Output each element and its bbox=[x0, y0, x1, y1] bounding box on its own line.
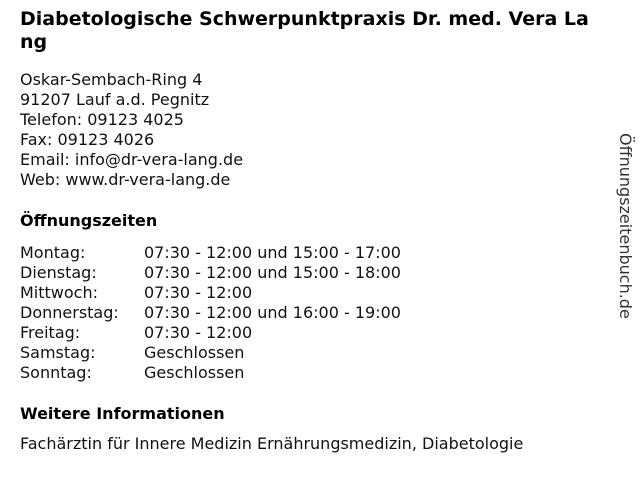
practice-card bbox=[20, 8, 598, 454]
hours-time: Geschlossen bbox=[144, 363, 245, 382]
hours-time: 07:30 - 12:00 bbox=[144, 283, 253, 302]
brand-watermark: Öffnungszeitenbuch.de bbox=[616, 133, 635, 319]
hours-time: 07:30 - 12:00 und 15:00 - 18:00 bbox=[144, 263, 401, 282]
website: Web: www.dr-vera-lang.de bbox=[20, 170, 231, 189]
fax-number: Fax: 09123 4026 bbox=[20, 130, 155, 149]
hours-time: 07:30 - 12:00 und 16:00 - 19:00 bbox=[144, 303, 401, 322]
practice-name: Diabetologische Schwerpunktpraxis Dr. med. Vera Lang bbox=[20, 8, 589, 53]
hours-row-tuesday bbox=[20, 263, 598, 283]
hours-day: Mittwoch: bbox=[20, 283, 98, 302]
hours-day: Montag: bbox=[20, 243, 86, 262]
contact-block bbox=[20, 70, 598, 190]
hours-row-wednesday bbox=[20, 283, 598, 303]
city-address: 91207 Lauf a.d. Pegnitz bbox=[20, 90, 210, 109]
hours-day: Sonntag: bbox=[20, 363, 92, 382]
further-info-heading: Weitere Informationen bbox=[20, 404, 225, 423]
further-info-text: Fachärztin für Innere Medizin Ernährungsmedizin, Diabetologie bbox=[20, 434, 524, 453]
hours-day: Donnerstag: bbox=[20, 303, 119, 322]
hours-row-monday bbox=[20, 243, 598, 263]
hours-row-friday bbox=[20, 323, 598, 343]
street-address: Oskar-Sembach-Ring 4 bbox=[20, 70, 203, 89]
hours-row-saturday bbox=[20, 343, 598, 363]
hours-day: Samstag: bbox=[20, 343, 96, 362]
phone-number: Telefon: 09123 4025 bbox=[20, 110, 184, 129]
opening-hours-table bbox=[20, 243, 598, 383]
hours-time: 07:30 - 12:00 bbox=[144, 323, 253, 342]
hours-day: Freitag: bbox=[20, 323, 81, 342]
hours-row-thursday bbox=[20, 303, 598, 323]
hours-time: 07:30 - 12:00 und 15:00 - 17:00 bbox=[144, 243, 401, 262]
hours-time: Geschlossen bbox=[144, 343, 245, 362]
hours-day: Dienstag: bbox=[20, 263, 97, 282]
hours-row-sunday bbox=[20, 363, 598, 383]
email-address: Email: info@dr-vera-lang.de bbox=[20, 150, 244, 169]
opening-hours-heading: Öffnungszeiten bbox=[20, 211, 158, 230]
